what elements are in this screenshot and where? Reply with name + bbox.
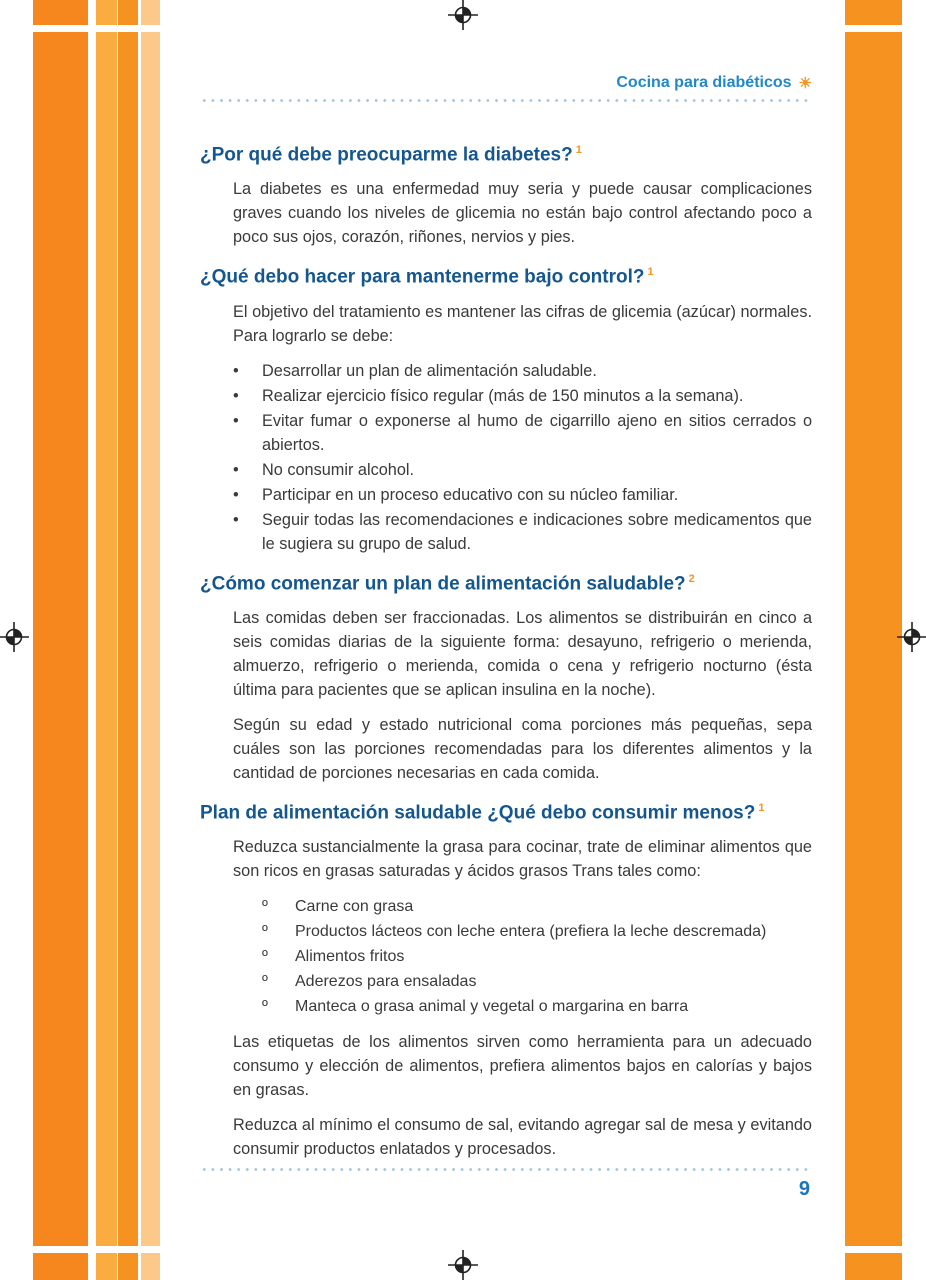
paragraph: Según su edad y estado nutricional coma porciones más pequeñas, sepa cuáles son las porciones recomendadas para los diferentes alimentos y la cantidad de porciones necesarias en cada comida. — [233, 715, 812, 782]
paragraph: La diabetes es una enfermedad muy seria y puede causar complicaciones graves cuando los niveles de glicemia no están bajo control afectando poco a poco sus ojos, corazón, riñones, nervios y pies. — [233, 180, 812, 247]
header-title: Cocina para diabéticos — [616, 74, 792, 91]
page-header — [200, 74, 812, 102]
left-stripe-2 — [96, 0, 117, 1280]
degree-marker: º — [262, 898, 268, 916]
section-consume-less — [200, 796, 812, 1161]
heading-ref: 1 — [647, 266, 654, 279]
section-stay-in-control — [200, 260, 812, 555]
left-stripe-1 — [33, 0, 88, 1280]
bullet-text: Seguir todas las recomendaciones e indicaciones sobre medicamentos que le sugiera su grupo de salud. — [262, 510, 812, 553]
bullet-marker: • — [233, 361, 239, 380]
trim-gap — [0, 25, 172, 32]
right-stripe — [845, 0, 902, 1280]
bullet-text: Evitar fumar o exponerse al humo de cigarrillo ajeno en sitios cerrados o abiertos. — [262, 411, 812, 454]
degree-marker: º — [262, 998, 268, 1016]
degree-item — [262, 969, 812, 994]
bullet-item — [233, 508, 812, 556]
degree-item — [262, 994, 812, 1019]
bullet-item — [233, 458, 812, 482]
trim-gap — [0, 1246, 172, 1253]
paragraph: El objetivo del tratamiento es mantener las cifras de glicemia (azúcar) normales. Para lograrlo se debe: — [233, 302, 812, 345]
bullet-text: Realizar ejercicio físico regular (más de 150 minutos a la semana). — [262, 386, 744, 405]
bullet-marker: • — [233, 386, 239, 405]
degree-text: Productos lácteos con leche entera (prefiera la leche descremada) — [295, 923, 767, 941]
left-stripe-3 — [118, 0, 138, 1280]
trim-gap — [838, 25, 926, 32]
registration-icon — [448, 1250, 478, 1280]
registration-mark-top — [448, 0, 478, 30]
section-heading: ¿Qué debo hacer para mantenerme bajo control? $^1$ — [200, 266, 654, 288]
sun-icon: ☀ — [798, 74, 812, 92]
paragraph: Reduzca sustancialmente la grasa para cocinar, trate de eliminar alimentos que son ricos en grasas saturadas y ácidos grasos Trans tales como: — [233, 838, 812, 881]
dotted-separator-top — [200, 99, 812, 102]
bullet-marker: • — [233, 411, 239, 430]
degree-item — [262, 894, 812, 919]
bullet-text: No consumir alcohol. — [262, 460, 415, 479]
section-diabetes-concern — [200, 138, 812, 249]
bullet-list — [233, 359, 812, 556]
bullet-text: Participar en un proceso educativo con su núcleo familiar. — [262, 485, 679, 504]
paragraph: Las etiquetas de los alimentos sirven como herramienta para un adecuado consumo y elección de alimentos, prefiera alimentos bajos en calorías y bajos en grasas. — [233, 1033, 812, 1100]
bullet-marker: • — [233, 460, 239, 479]
heading-ref: 1 — [575, 144, 582, 156]
bullet-item — [233, 483, 812, 507]
degree-marker: º — [262, 973, 268, 991]
page-number: 9 — [798, 1178, 810, 1200]
degree-item — [262, 919, 812, 944]
bullet-item — [233, 384, 812, 408]
page-body — [200, 138, 812, 1172]
degree-item — [262, 944, 812, 969]
registration-icon — [0, 622, 29, 652]
section-healthy-eating-plan — [200, 567, 812, 785]
trim-gap — [838, 1246, 926, 1253]
registration-icon — [897, 622, 926, 652]
registration-mark-left — [0, 622, 29, 652]
degree-text: Aderezos para ensaladas — [295, 973, 477, 991]
bullet-marker: • — [233, 485, 239, 504]
registration-icon — [448, 0, 478, 30]
section-heading: Plan de alimentación saludable ¿Qué debo consumir menos? $^1$ — [200, 801, 765, 824]
degree-text: Manteca o grasa animal y vegetal o margarina en barra — [295, 998, 689, 1016]
registration-mark-right — [897, 622, 926, 652]
heading-ref: 1 — [758, 801, 765, 814]
paragraph: Las comidas deben ser fraccionadas. Los alimentos se distribuirán en cinco a seis comidas diarias de la siguiente forma: desayuno, refrigerio o merienda, almuerzo, refrigerio o merienda, comida o cena y refrigerio nocturno (ésta última para pacientes que se aplican insulina en la noche). — [233, 608, 812, 699]
registration-mark-bottom — [448, 1250, 478, 1280]
dotted-separator-bottom — [200, 1168, 812, 1171]
degree-text: Carne con grasa — [295, 898, 414, 916]
degree-list — [262, 894, 812, 1019]
page-footer — [200, 1168, 812, 1201]
heading-ref: 2 — [688, 572, 695, 585]
paragraph: Reduzca al mínimo el consumo de sal, evitando agregar sal de mesa y evitando consumir productos enlatados y procesados. — [233, 1116, 812, 1159]
degree-text: Alimentos fritos — [295, 948, 405, 966]
bullet-marker: • — [233, 510, 239, 529]
bullet-item — [233, 409, 812, 457]
degree-marker: º — [262, 923, 268, 941]
section-heading: ¿Por qué debe preocuparme la diabetes? $^1$ — [200, 144, 582, 166]
bullet-text: Desarrollar un plan de alimentación saludable. — [262, 361, 597, 380]
bullet-item — [233, 359, 812, 383]
left-stripe-4 — [141, 0, 160, 1280]
section-heading: ¿Cómo comenzar un plan de alimentación saludable? $^2$ — [200, 572, 695, 594]
degree-marker: º — [262, 948, 268, 966]
